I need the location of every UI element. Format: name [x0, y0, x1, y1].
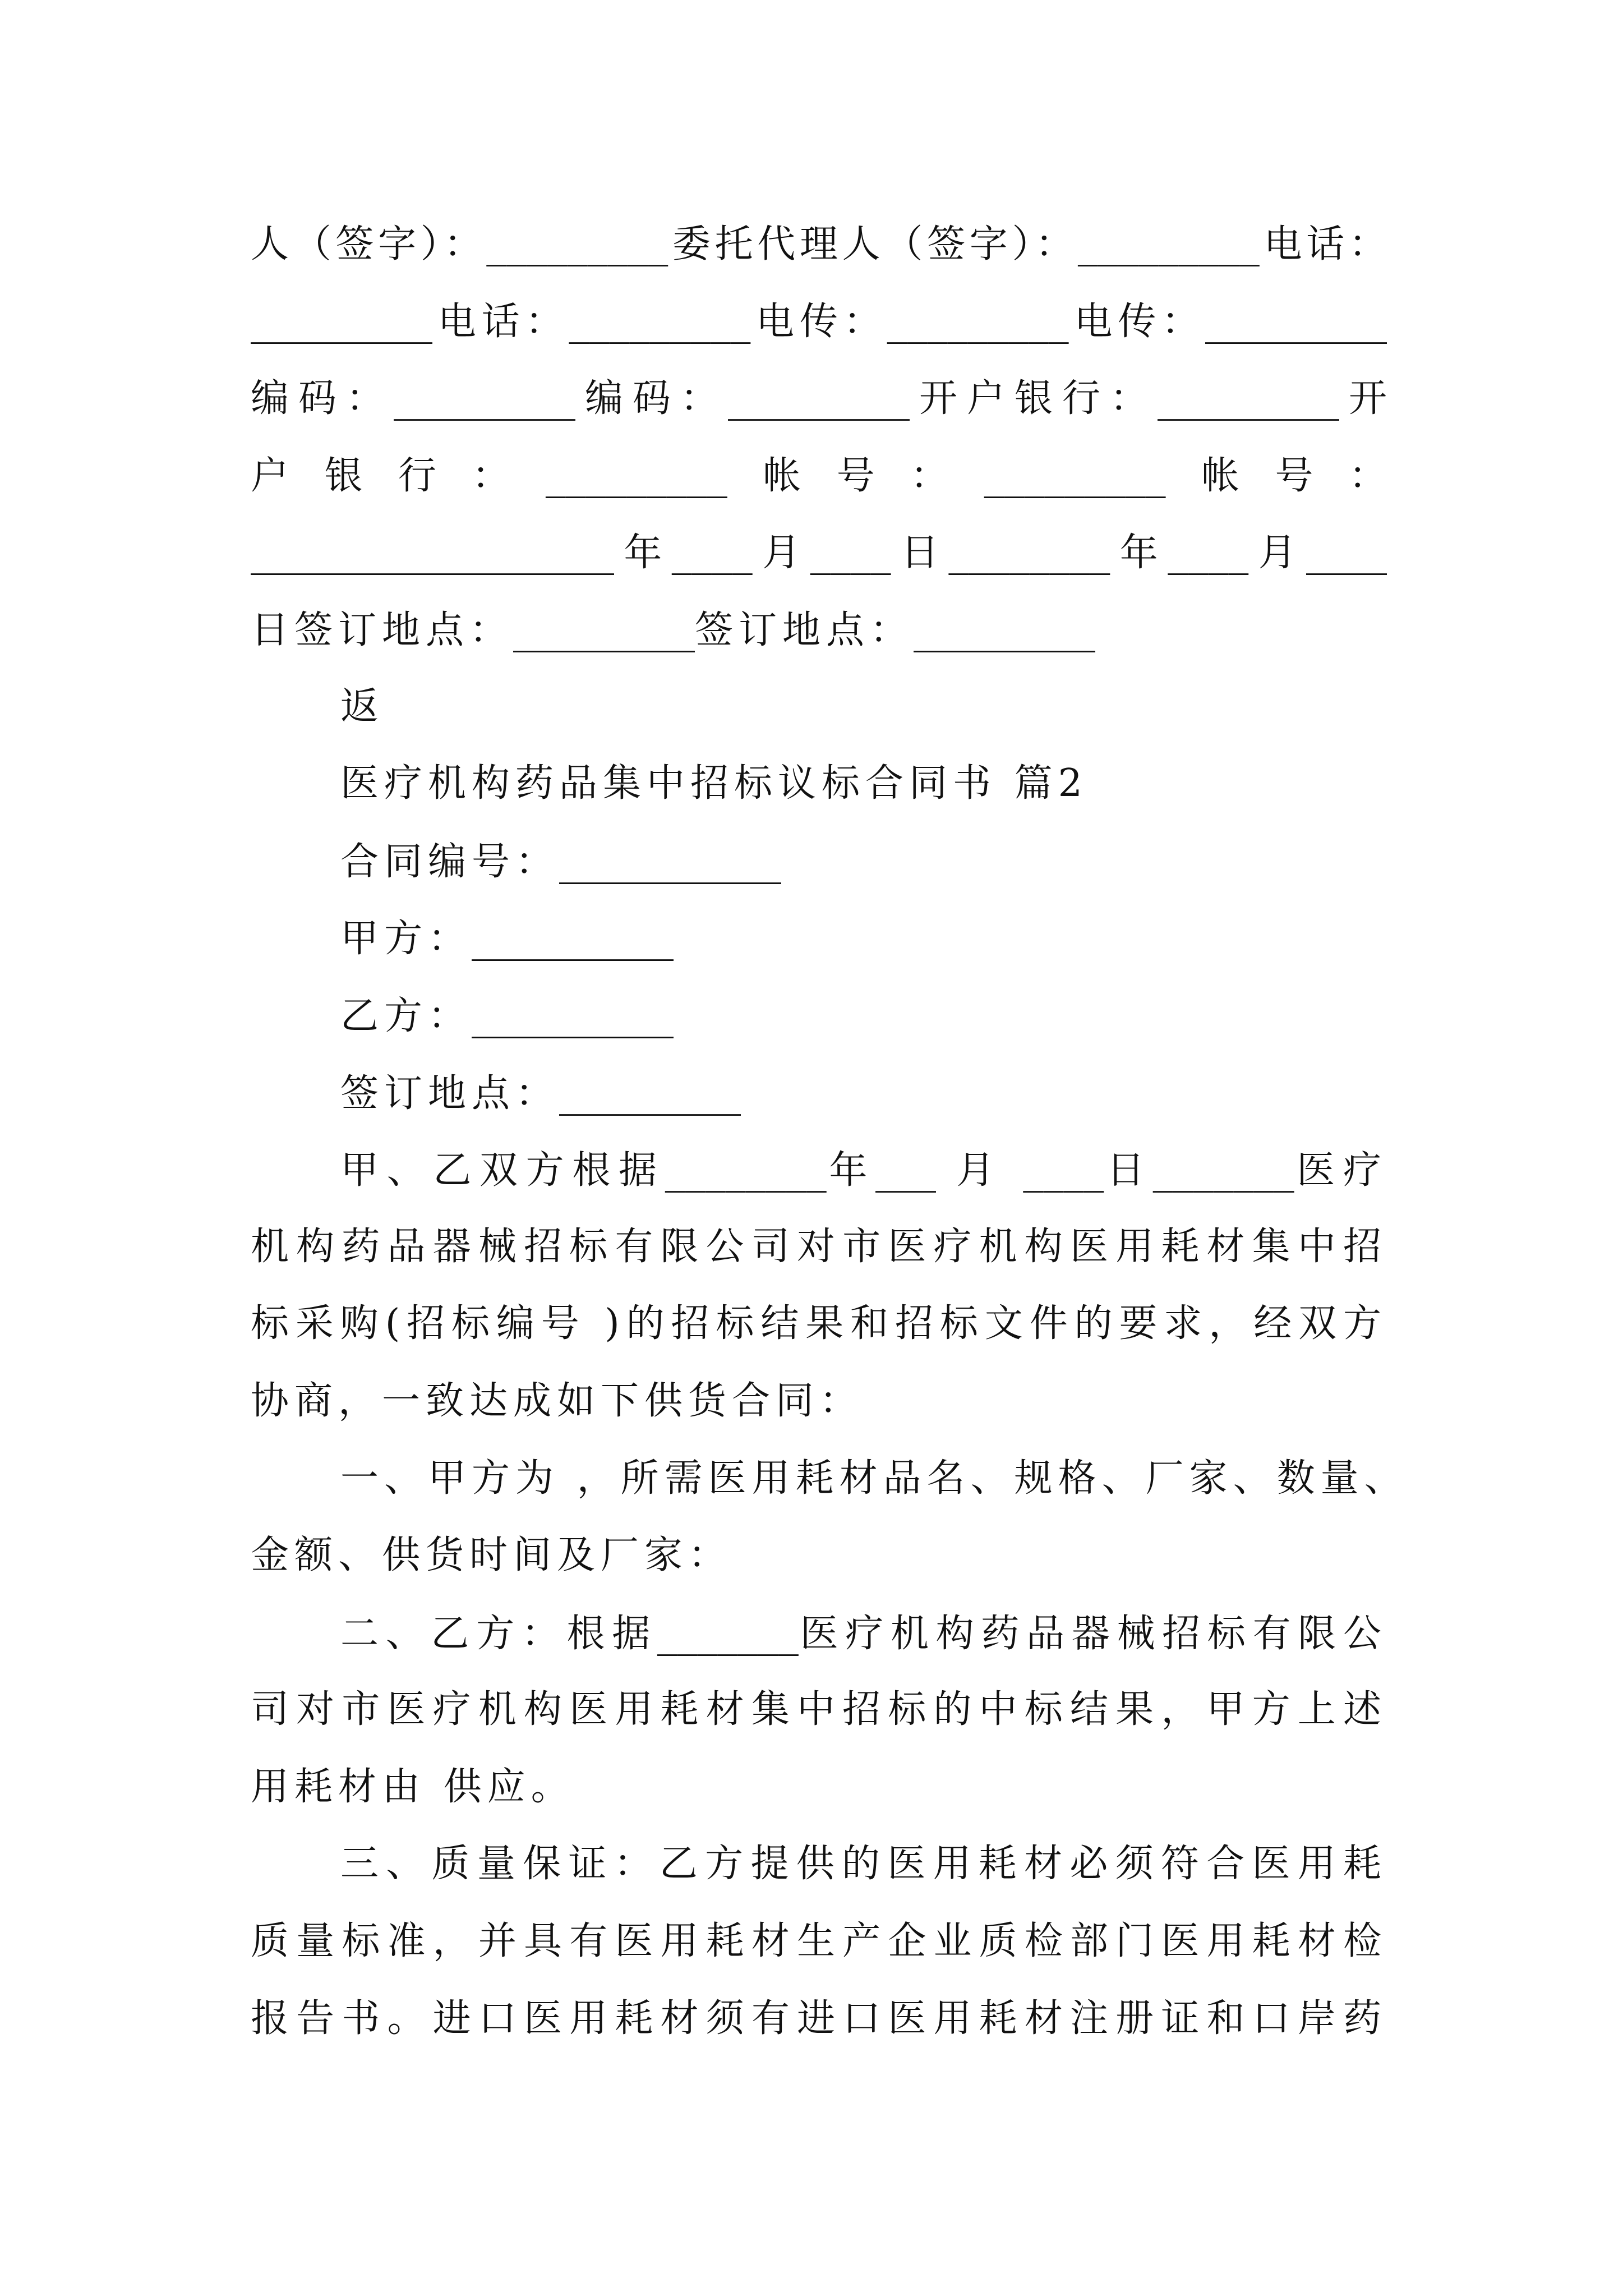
signature-line: 日签订地点：_________签订地点：_________ — [251, 605, 1096, 652]
blank-field: _________ — [1077, 219, 1260, 266]
blank-field: _________ — [1205, 296, 1387, 344]
blank-field: ________ — [948, 528, 1110, 576]
blank-field: ____ — [1023, 1145, 1104, 1193]
blank-field: _________ — [1157, 374, 1339, 421]
blank-field: _________ — [984, 450, 1166, 498]
blank-field: __________ — [472, 914, 674, 961]
signature-line: __________________年____月____日________年____月____ — [251, 528, 1387, 576]
blank-field: ____ — [671, 528, 753, 576]
blank-field: __________________ — [251, 528, 614, 576]
blank-field: _________ — [887, 296, 1069, 344]
paragraph-line: 三、质量保证：乙方提供的医用耗材必须符合医用耗 — [340, 1842, 1387, 1887]
signing-place-field: 签订地点：_________ — [340, 1068, 741, 1116]
paragraph-line: 司对市医疗机构医用耗材集中招标的中标结果，甲方上述 — [251, 1687, 1387, 1732]
paragraph-line: 报告书。进口医用耗材须有进口医用耗材注册证和口岸药 — [251, 1996, 1387, 2041]
blank-field: _________ — [251, 296, 432, 344]
contract-number-field: 合同编号：___________ — [340, 836, 782, 884]
signature-line: 户银行：_________帐号：_________帐号： — [251, 450, 1387, 498]
party-b-field: 乙方：__________ — [340, 991, 674, 1038]
blank-field: _________ — [569, 296, 751, 344]
paragraph-line: 二、乙方：根据_______医疗机构药品器械招标有限公 — [340, 1608, 1387, 1656]
return-label: 返 — [340, 684, 385, 729]
paragraph-line: 标采购(招标编号 )的招标结果和招标文件的要求，经双方 — [251, 1301, 1387, 1346]
blank-field: ____ — [810, 528, 891, 576]
signature-line: _________电话：_________电传：_________电传：_________ — [251, 296, 1387, 344]
blank-field: ________ — [665, 1145, 827, 1193]
blank-field: _________ — [513, 605, 695, 652]
blank-field: _______ — [657, 1608, 799, 1656]
blank-field: _________ — [559, 1068, 741, 1116]
blank-field: _______ — [1152, 1145, 1294, 1193]
party-a-field: 甲方：__________ — [340, 914, 674, 961]
blank-field: _________ — [727, 374, 910, 421]
blank-field: __________ — [472, 991, 674, 1038]
paragraph-line: 金额、供货时间及厂家： — [251, 1533, 732, 1578]
paragraph-line: 一、甲方为 ，所需医用耗材品名、规格、厂家、数量、 — [340, 1456, 1408, 1501]
signature-line: 编码：_________编码：_________开户银行：_________开 — [251, 374, 1387, 421]
blank-field: ____ — [1168, 528, 1249, 576]
blank-field: _________ — [394, 374, 575, 421]
document-body — [251, 205, 1408, 2057]
section-title: 医疗机构药品集中招标议标合同书 篇2 — [340, 761, 1088, 806]
blank-field: ___ — [875, 1145, 937, 1193]
blank-field: _________ — [486, 219, 668, 266]
blank-field: ___________ — [559, 836, 782, 884]
paragraph-line: 质量标准，并具有医用耗材生产企业质检部门医用耗材检 — [251, 1919, 1387, 1964]
paragraph-line: 甲、乙双方根据________年___ 月 ____日_______医疗 — [340, 1145, 1387, 1193]
blank-field: ____ — [1306, 528, 1387, 576]
signature-line: 人（签字）：_________委托代理人（签字）：_________电话： — [251, 219, 1387, 266]
paragraph-line: 协商，一致达成如下供货合同： — [251, 1378, 864, 1423]
paragraph-line: 用耗材由 供应。 — [251, 1764, 575, 1809]
blank-field: _________ — [914, 605, 1096, 652]
paragraph-line: 机构药品器械招标有限公司对市医疗机构医用耗材集中招 — [251, 1224, 1387, 1269]
blank-field: _________ — [545, 450, 727, 498]
